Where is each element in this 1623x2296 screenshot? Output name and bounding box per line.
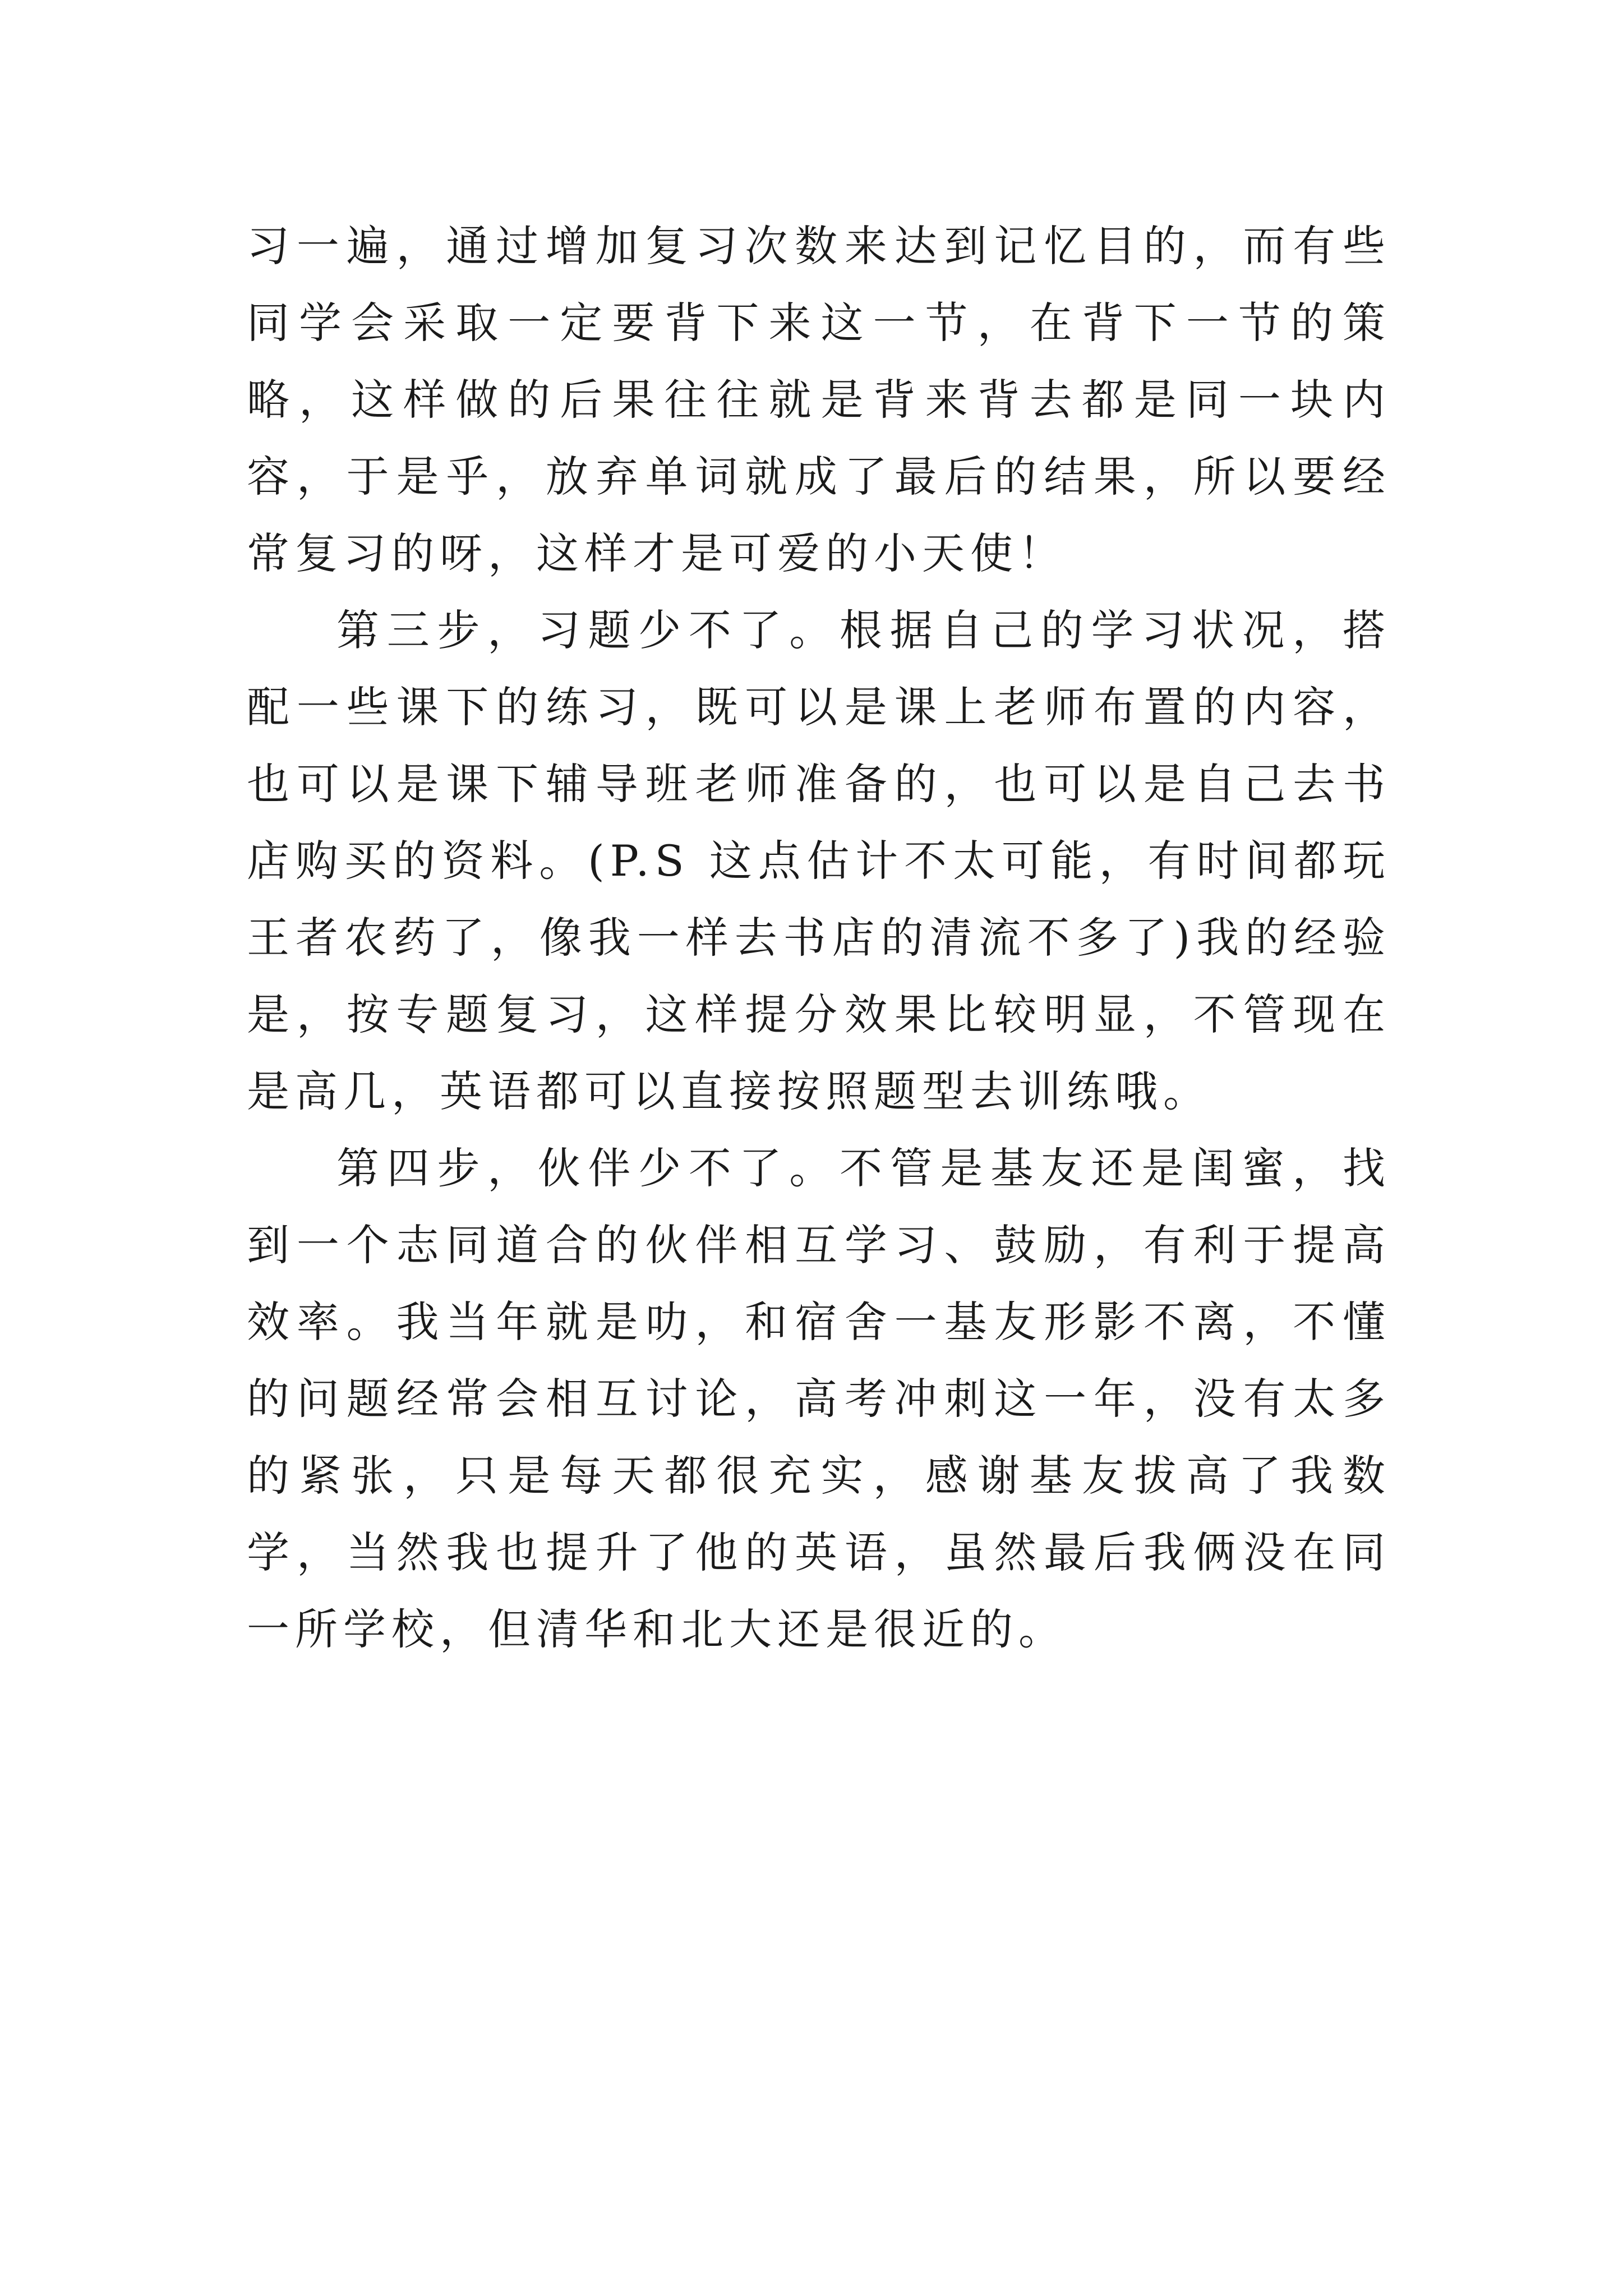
- paragraph-step-three: 第三步，习题少不了。根据自己的学习状况，搭配一些课下的练习，既可以是课上老师布置的内容，也可以是课下辅导班老师准备的，也可以是自己去书店购买的资料。(P.S 这点估计不太可能，有时间都玩王者农药了，像我一样去书店的清流不多了)我的经验是，按专题复习，这样提分效果比较明显，不管现在是高几，英语都可以直接按照题型去训练哦。: [247, 605, 1391, 1116]
- paragraph-continuation: 习一遍，通过增加复习次数来达到记忆目的，而有些同学会采取一定要背下来这一节，在背下一节的策略，这样做的后果往往就是背来背去都是同一块内容，于是乎，放弃单词就成了最后的结果，所以要经常复习的呀，这样才是可爱的小天使！: [247, 221, 1391, 578]
- body-text: [247, 208, 1391, 1668]
- paragraph-step-four: 第四步，伙伴少不了。不管是基友还是闺蜜，找到一个志同道合的伙伴相互学习、鼓励，有利于提高效率。我当年就是叻，和宿舍一基友形影不离，不懂的问题经常会相互讨论，高考冲刺这一年，没有太多的紧张，只是每天都很充实，感谢基友拔高了我数学，当然我也提升了他的英语，虽然最后我俩没在同一所学校，但清华和北大还是很近的。: [247, 1143, 1391, 1654]
